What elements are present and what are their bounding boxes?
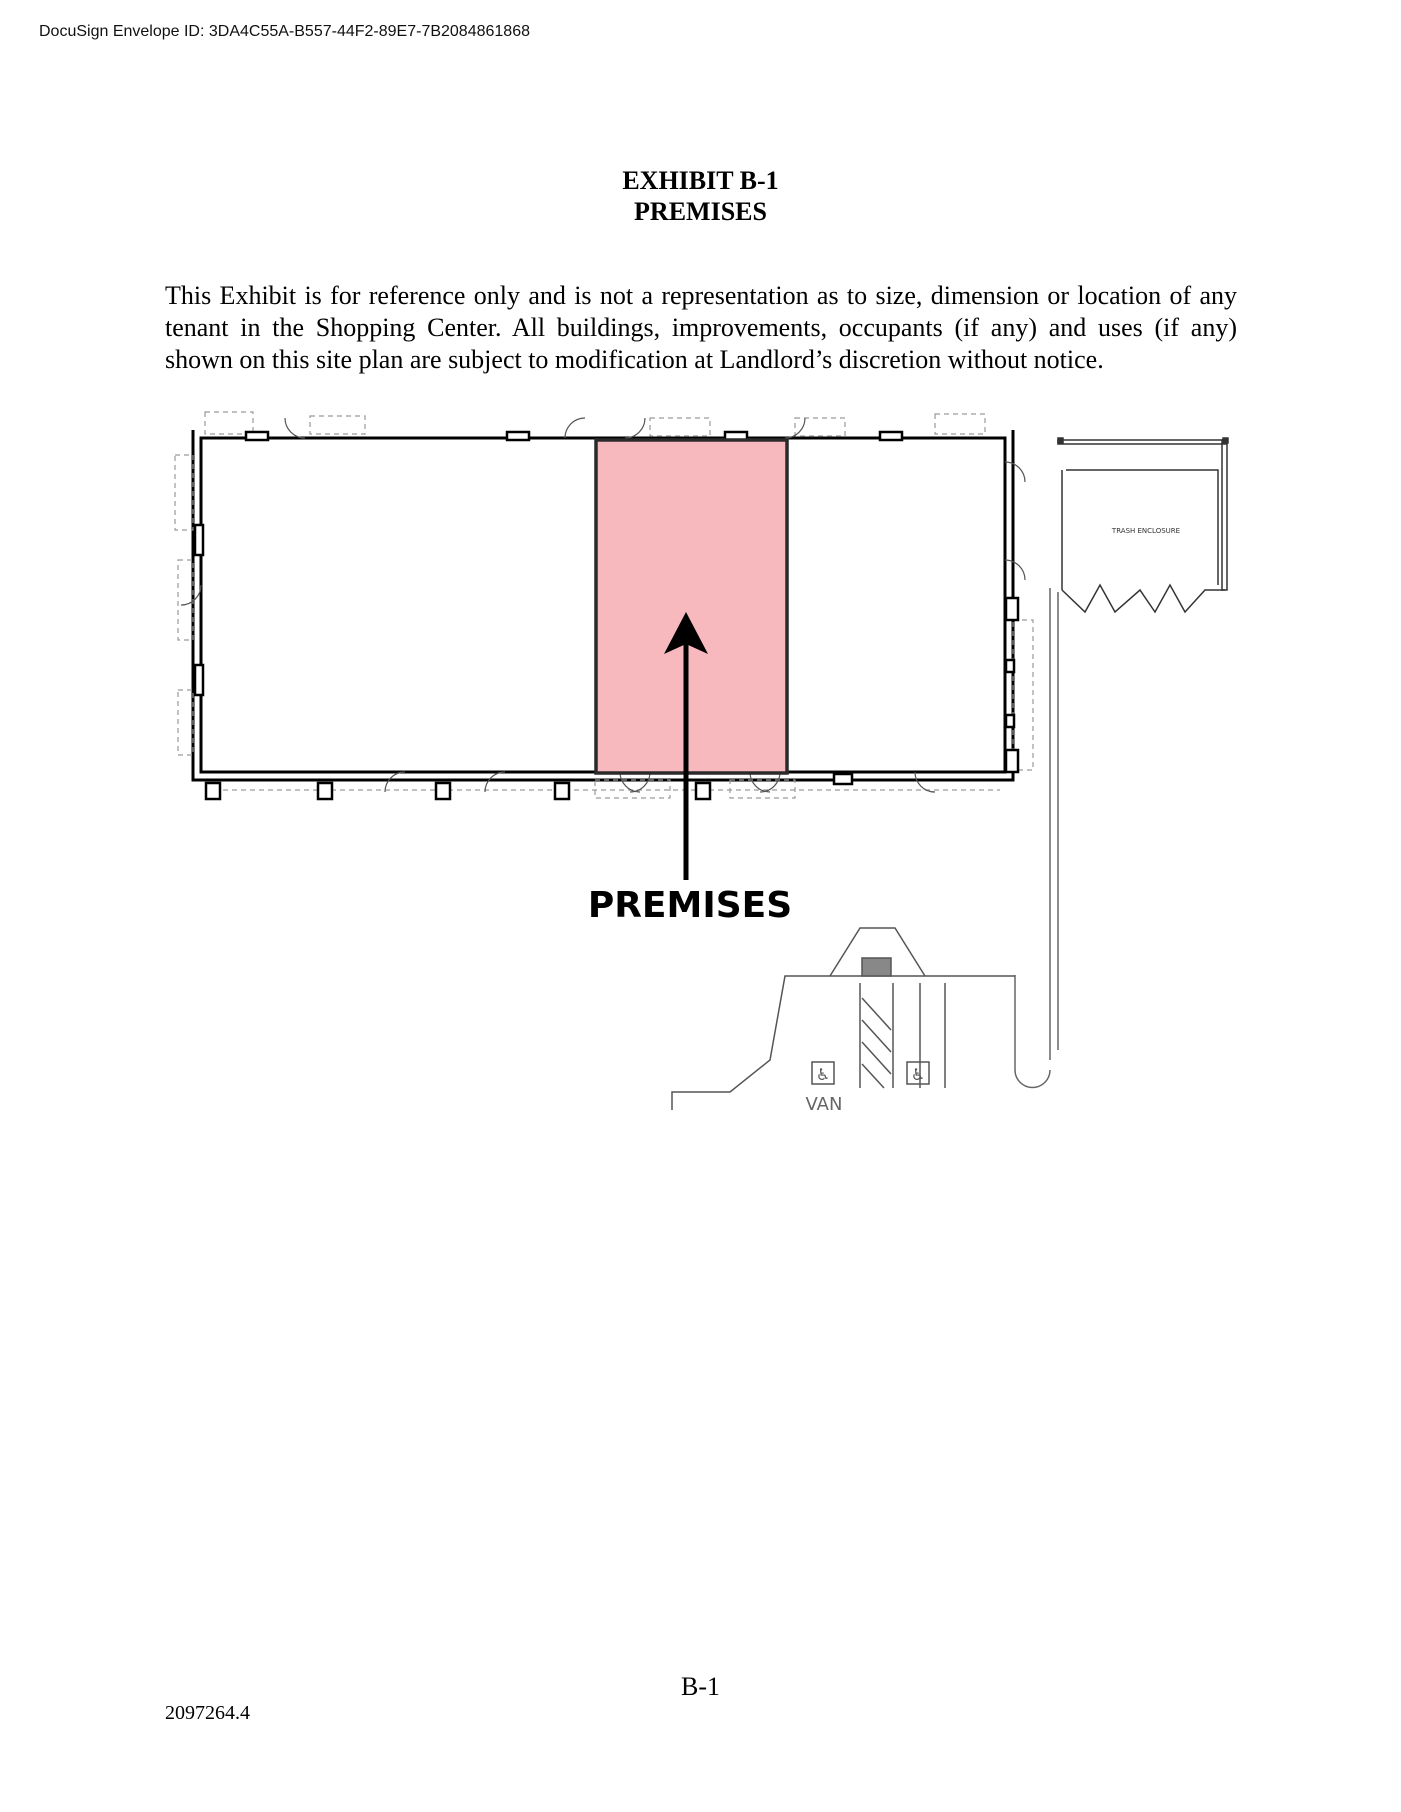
trash-enclosure-label: TRASH ENCLOSURE [1111, 527, 1181, 535]
trash-enclosure [1058, 438, 1228, 612]
site-walkway [1015, 588, 1058, 1088]
premises-callout: PREMISES [587, 885, 793, 926]
docusign-envelope-id: DocuSign Envelope ID: 3DA4C55A-B557-44F2-89E7-7B2084861868 [39, 23, 530, 40]
disclaimer-paragraph: This Exhibit is for reference only and is not a representation as to size, dimension or location of any tenant in the Shopping Center. All buildings, improvements, occupants (if any) and uses (if any) shown on this site plan are subject to modification at Landlord’s discretion without notice. [165, 281, 1237, 374]
page-number: B-1 [681, 1672, 720, 1701]
handicap-icon: ♿ [910, 1065, 926, 1084]
van-label: VAN [805, 1094, 843, 1115]
document-number: 2097264.4 [165, 1702, 250, 1724]
handicap-icon: ♿ [815, 1065, 831, 1084]
parking-area [672, 928, 1015, 1110]
exhibit-title: EXHIBIT B-1 [622, 166, 779, 195]
premises-area [596, 440, 787, 773]
exhibit-subtitle: PREMISES [634, 197, 767, 226]
